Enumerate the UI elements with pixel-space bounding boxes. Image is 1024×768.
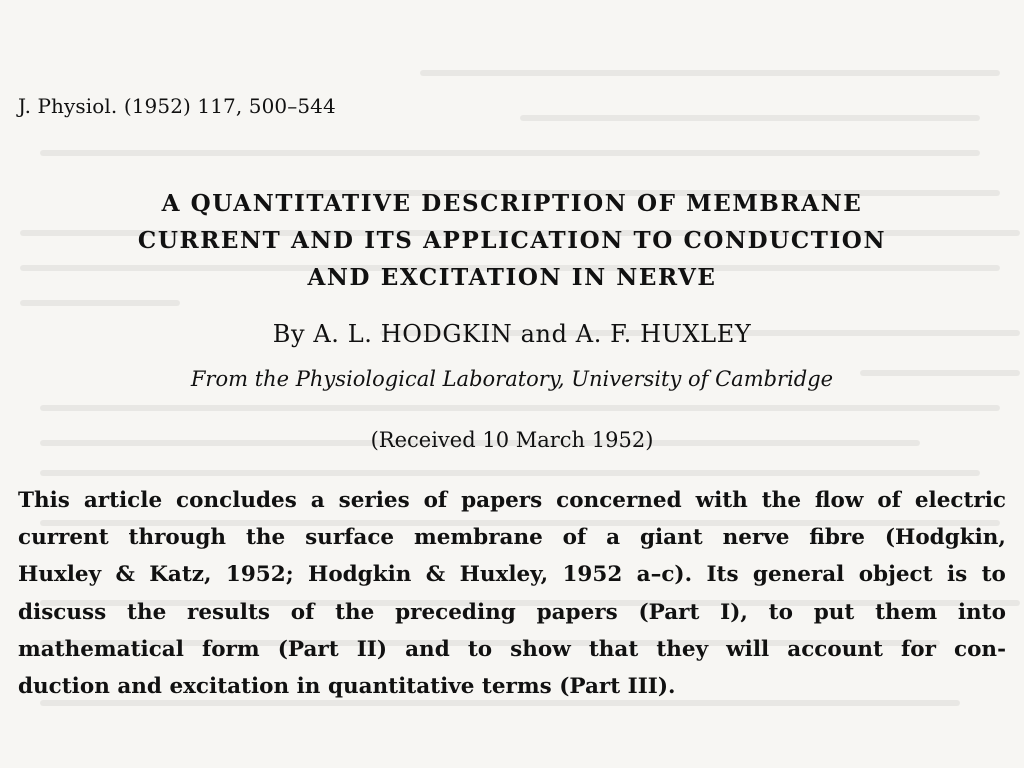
- article-affiliation: From the Physiological Laboratory, University of Cambridge: [190, 367, 834, 391]
- bleed-through-line: [40, 405, 1000, 411]
- abstract-line: discuss the results of the preceding papers (Part I), to put them into: [18, 599, 1006, 625]
- bleed-through-line: [40, 470, 980, 476]
- received-date: (Received 10 March 1952): [370, 428, 654, 452]
- title-line-1: A QUANTITATIVE DESCRIPTION OF MEMBRANE: [161, 190, 863, 217]
- article-authors: By A. L. HODGKIN and A. F. HUXLEY: [272, 320, 752, 348]
- bleed-through-line: [520, 115, 980, 121]
- abstract-paragraph: [18, 482, 1006, 705]
- abstract-line: Huxley & Katz, 1952; Hodgkin & Huxley, 1952 a–c). Its general object is to: [18, 562, 1006, 588]
- bleed-through-line: [420, 70, 1000, 76]
- title-line-3: AND EXCITATION IN NERVE: [307, 264, 717, 291]
- title-line-2: CURRENT AND ITS APPLICATION TO CONDUCTION: [137, 227, 887, 254]
- journal-citation: J. Physiol. (1952) 117, 500–544: [18, 94, 336, 118]
- abstract-line: mathematical form (Part II) and to show that they will account for con-: [18, 636, 1006, 662]
- bleed-through-line: [40, 150, 980, 156]
- abstract-line: current through the surface membrane of a giant nerve fibre (Hodgkin,: [18, 525, 1006, 551]
- article-title: [40, 185, 984, 305]
- abstract-line: duction and excitation in quantitative terms (Part III).: [18, 674, 676, 700]
- abstract-line: This article concludes a series of papers concerned with the flow of electric: [18, 488, 1006, 513]
